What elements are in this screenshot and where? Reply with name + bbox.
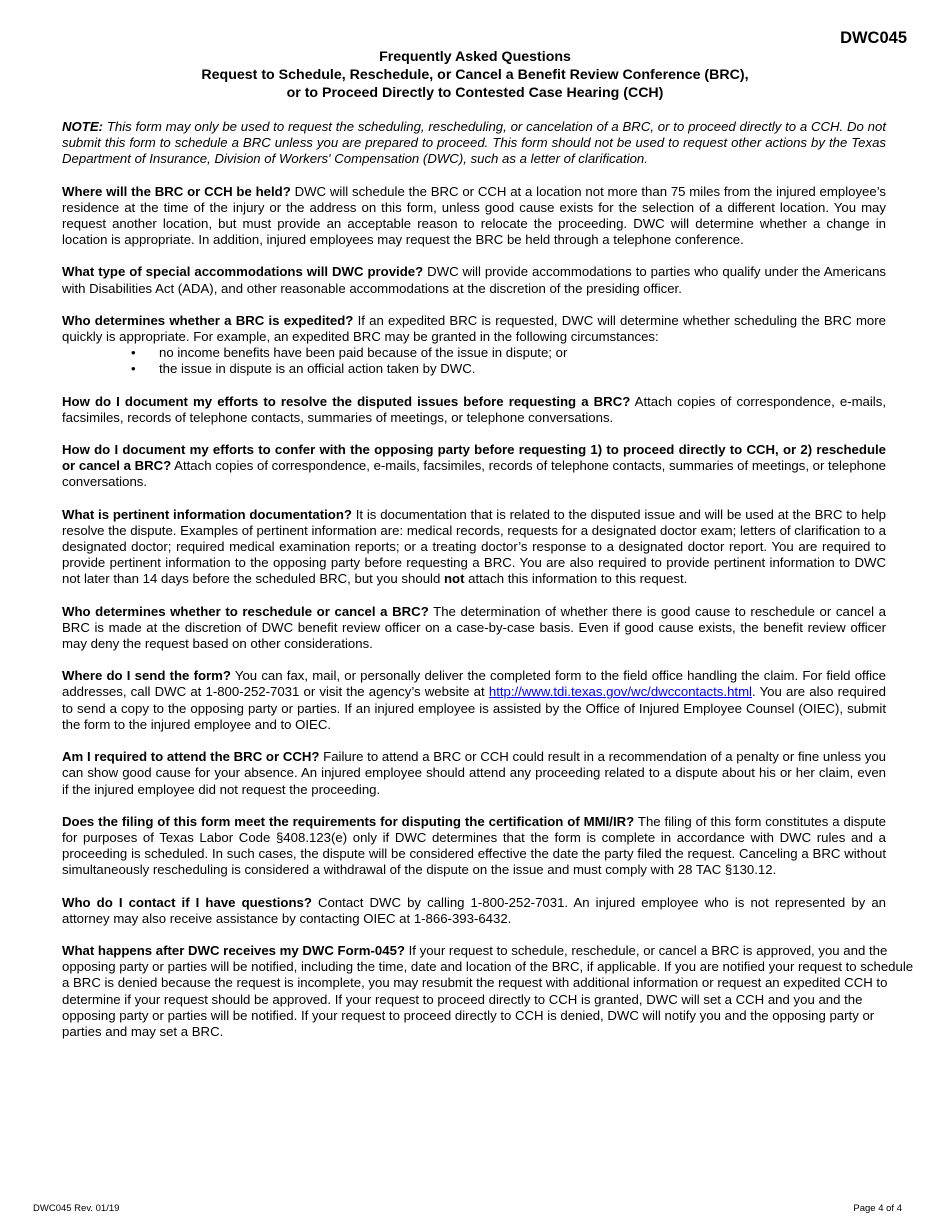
note-paragraph [62,119,886,168]
faq-answer: Contact DWC by calling 1-800-252-7031. An injured employee who is not represented by an attorney may also receive assistance by contacting OIEC at 1-866-393-6432. [62,894,886,926]
emphasis-not: not [443,571,465,587]
form-id: DWC045 [840,29,907,47]
page-number: Page 4 of 4 [853,1203,902,1214]
faq-answer: Attach copies of correspondence, e-mails, facsimiles, records of telephone contacts, summaries of meetings, or telephone conversations. [62,393,886,425]
faq-question: Am I required to attend the BRC or CCH? [62,749,320,765]
title-line-1: Frequently Asked Questions [379,49,571,65]
faq-answer: It is documentation that is related to the disputed issue and will be used at the BRC to help resolve the dispute. Examples of pertinent information are: medical records, requests for a designated doctor exam; letters of clarification to a designated doctor; required medical examination reports; or a treating doctor’s response to a designated doctor report. You are required to provide pertinent information to the opposing party before requesting a BRC. You are also required to provide pertinent information to DWC not later than 14 days before the scheduled BRC, but you should [62,506,886,587]
page-title [0,48,950,102]
dwc-contacts-link[interactable]: http://www.tdi.texas.gov/wc/dwccontacts.html [488,684,752,700]
note-label: NOTE: [62,119,104,134]
faq-after [62,943,917,1040]
faq-reschedule [62,604,886,653]
faq-answer: Attach copies of correspondence, e-mails, facsimiles, records of telephone contacts, summaries of meetings, or telephone conversations. [62,458,886,490]
faq-question: What type of special accommodations will DWC provide? [62,264,424,280]
faq-answer: The filing of this form constitutes a dispute for purposes of Texas Labor Code §408.123(e) only if DWC determines that the form is complete in accordance with DWC rules and a proceeding is scheduled. In such cases, the dispute will be considered effective the date the party filed the request. Canceling a BRC without simultaneously rescheduling is considered a withdrawal of the dispute on the issue and must comply with 28 TAC §130.12. [62,813,886,878]
faq-answer: If an expedited BRC is requested, DWC will determine whether scheduling the BRC more quickly is appropriate. For example, an expedited BRC may be granted in the following circumstances: [62,312,886,345]
faq-answer: DWC will schedule the BRC or CCH at a location not more than 75 miles from the injured employee’s residence at the time of the injury or the address on this form, unless good cause exists for the selection of a different location. You may request another location, but must provide an acceptable reason to relocate the proceeding. DWC will determine whether a change in location is appropriate. In addition, injured employees may request the BRC be held through a telephone conference. [62,183,887,248]
faq-question: What is pertinent information documentation? [62,506,352,522]
faq-question: Does the filing of this form meet the requirements for disputing the certification of MMI/IR? [62,813,635,829]
faq-pertinent [62,507,886,588]
faq-question: Who do I contact if I have questions? [62,894,312,910]
list-item: • the issue in dispute is an official action taken by DWC. [159,361,886,377]
faq-answer: Failure to attend a BRC or CCH could result in a recommendation of a penalty or fine unless you can show good cause for your absence. An injured employee should attend any proceeding related to a dispute about his or her claim, even if the injured employee did not request the proceeding. [62,749,886,797]
faq-answer-end: . You are also required to send a copy to the opposing party or parties. If an injured employee is assisted by the Office of Injured Employee Counsel (OIEC), submit the form to the injured employee and to OIEC. [62,684,886,732]
faq-document-confer [62,442,886,491]
faq-accommodations [62,264,886,296]
faq-answer: The determination of whether there is good cause to reschedule or cancel a BRC is made at the discretion of DWC benefit review officer on a case-by-case basis. Even if good cause exists, the benefit review officer may deny the request based on other considerations. [62,603,886,652]
faq-question: How do I document my efforts to resolve the disputed issues before requesting a BRC? [62,393,631,409]
faq-contact [62,895,886,927]
list-item: • no income benefits have been paid because of the issue in dispute; or [159,345,886,361]
faq-expedited [62,313,886,345]
faq-question: Where will the BRC or CCH be held? [62,183,291,199]
faq-question: What happens after DWC receives my DWC Form-045? [62,942,405,958]
expedited-circumstances-list [62,345,886,377]
faq-question: Who determines whether a BRC is expedited? [62,312,354,328]
title-line-3: or to Proceed Directly to Contested Case Hearing (CCH) [286,85,664,101]
title-line-2: Request to Schedule, Reschedule, or Cancel a Benefit Review Conference (BRC), [201,67,749,83]
faq-question: How do I document my efforts to confer with the opposing party before requesting 1) to proceed directly to CCH, or 2) reschedule or cancel a BRC? [62,442,886,474]
faq-answer: You can fax, mail, or personally deliver the completed form to the field office handling the claim. For field office addresses, call DWC at 1-800-252-7031 or visit the agency’s website at [62,668,886,700]
faq-document-resolve [62,394,886,426]
faq-mmi [62,814,886,879]
faq-question: Where do I send the form? [62,668,231,684]
note-text: This form may only be used to request the scheduling, rescheduling, or cancelation of a BRC, or to proceed directly to a CCH. Do not submit this form to schedule a BRC unless you are prepared to proceed. This form should not be used to request other actions by the Texas Department of Insurance, Division of Workers' Compensation (DWC), such as a letter of clarification. [62,119,886,167]
faq-attend [62,749,886,798]
faq-answer: If your request to schedule, reschedule, or cancel a BRC is approved, you and the opposing party or parties will be notified, including the time, date and location of the BRC, if applicable. If you are notified your request to schedule a BRC is denied because the request is incomplete, you may resubmit the request with additional information or request an expedited CCH to determine if your request should be approved. If your request to proceed directly to CCH is granted, DWC will set a CCH and you and the opposing party or parties will be notified. If your request to proceed directly to CCH is denied, DWC will notify you and the opposing party or parties and may set a BRC. [62,942,914,1039]
faq-content [62,119,914,1056]
form-revision: DWC045 Rev. 01/19 [33,1203,120,1214]
faq-answer-end: attach this information to this request. [464,571,688,587]
faq-answer: DWC will provide accommodations to parties who qualify under the Americans with Disabilities Act (ADA), and other reasonable accommodations at the discretion of the presiding officer. [62,264,886,296]
faq-question: Who determines whether to reschedule or cancel a BRC? [62,603,429,619]
faq-location [62,184,886,249]
faq-send [62,668,886,733]
